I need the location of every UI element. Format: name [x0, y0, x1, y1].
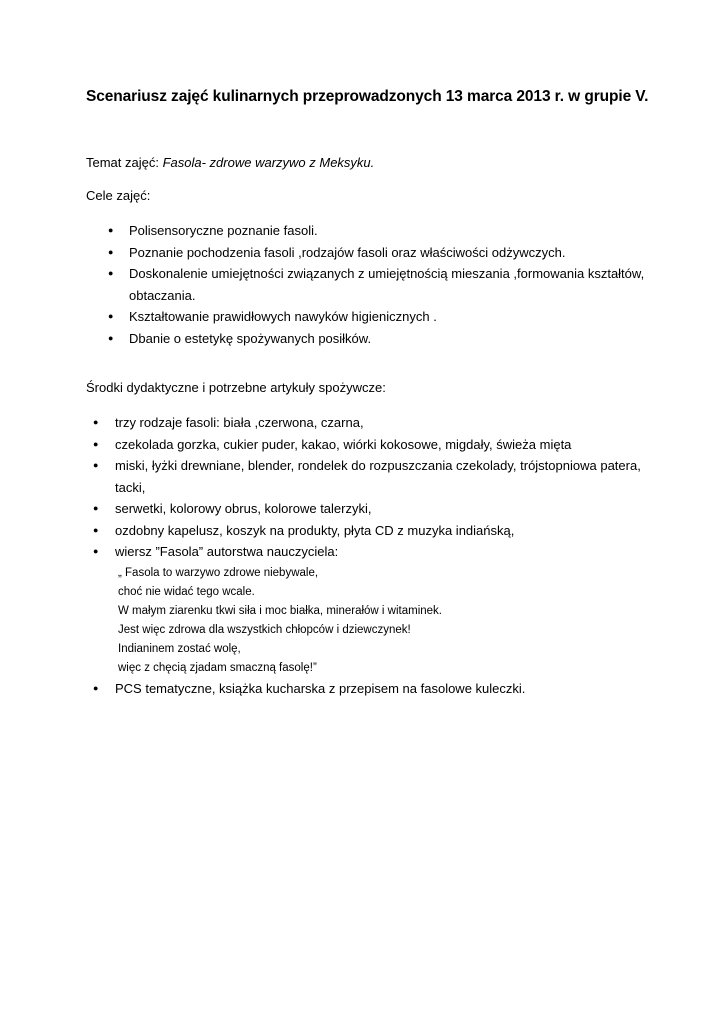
list-item — [93, 520, 653, 542]
bullet-icon: ● — [93, 460, 99, 470]
bullet-icon: ● — [108, 225, 114, 235]
list-item — [93, 455, 653, 498]
poem-line: Jest więc zdrowa dla wszystkich chłopców i dziewczynek! — [118, 623, 411, 636]
poem-line: choć nie widać tego wcale. — [118, 585, 255, 598]
list-item — [93, 498, 653, 520]
means-text: ozdobny kapelusz, koszyk na produkty, płyta CD z muzyka indiańską, — [115, 522, 515, 538]
bullet-icon: ● — [108, 332, 114, 343]
poem-line: W małym ziarenku tkwi siła i moc białka, minerałów i witaminek. — [118, 604, 442, 617]
goal-text: Kształtowanie prawidłowych nawyków higienicznych . — [129, 309, 437, 324]
list-item — [93, 541, 653, 678]
means-list — [93, 412, 653, 699]
list-item — [108, 242, 648, 264]
topic-line — [86, 155, 374, 170]
list-item — [93, 434, 653, 456]
topic-label: Temat zajęć: — [86, 155, 163, 170]
poem-line: Indianinem zostać wolę, — [118, 642, 241, 655]
goal-text: Polisensoryczne poznanie fasoli. — [129, 223, 318, 238]
means-text: serwetki, kolorowy obrus, kolorowe talerzyki, — [115, 501, 372, 516]
list-item — [108, 306, 648, 328]
means-text: wiersz ”Fasola” autorstwa nauczyciela: — [115, 544, 339, 559]
bullet-icon: ● — [108, 246, 114, 257]
document-title: Scenariusz zajęć kulinarnych przeprowadzonych 13 marca 2013 r. w grupie V. — [86, 88, 649, 105]
topic-value: Fasola- zdrowe warzywo z Meksyku. — [162, 155, 375, 170]
list-item — [93, 412, 653, 434]
bullet-icon: ● — [93, 438, 99, 449]
poem-block — [115, 563, 653, 678]
means-text: miski, łyżki drewniane, blender, rondelek do rozpuszczania czekolady, trójstopniowa patera, tacki, — [115, 458, 641, 495]
bullet-icon: ● — [93, 546, 99, 556]
means-text: PCS tematyczne, książka kucharska z przepisem na fasolowe kuleczki. — [115, 680, 526, 696]
bullet-icon: ● — [108, 311, 114, 321]
bullet-icon: ● — [108, 268, 114, 278]
bullet-icon: ● — [93, 417, 99, 427]
bullet-icon: ● — [93, 682, 99, 693]
list-item — [108, 220, 648, 242]
poem-line: więc z chęcią zjadam smaczną fasolę!” — [118, 661, 317, 674]
goals-heading: Cele zajęć: — [86, 188, 151, 203]
bullet-icon: ● — [93, 524, 99, 535]
bullet-icon: ● — [93, 503, 99, 513]
goal-text: Poznanie pochodzenia fasoli ,rodzajów fasoli oraz właściwości odżywczych. — [129, 244, 566, 260]
list-item — [108, 263, 648, 306]
means-text: czekolada gorzka, cukier puder, kakao, wiórki kokosowe, migdały, świeża mięta — [115, 436, 572, 452]
list-item — [93, 678, 653, 700]
goals-list — [108, 220, 648, 349]
goal-text: Doskonalenie umiejętności związanych z umiejętnością mieszania ,formowania kształtów, obtaczania. — [129, 266, 645, 303]
goal-text: Dbanie o estetykę spożywanych posiłków. — [129, 330, 372, 346]
means-text: trzy rodzaje fasoli: biała ,czerwona, czarna, — [115, 415, 364, 430]
list-item — [108, 328, 648, 350]
poem-line: „ Fasola to warzywo zdrowe niebywale, — [118, 566, 319, 579]
means-heading: Środki dydaktyczne i potrzebne artykuły spożywcze: — [86, 380, 386, 395]
